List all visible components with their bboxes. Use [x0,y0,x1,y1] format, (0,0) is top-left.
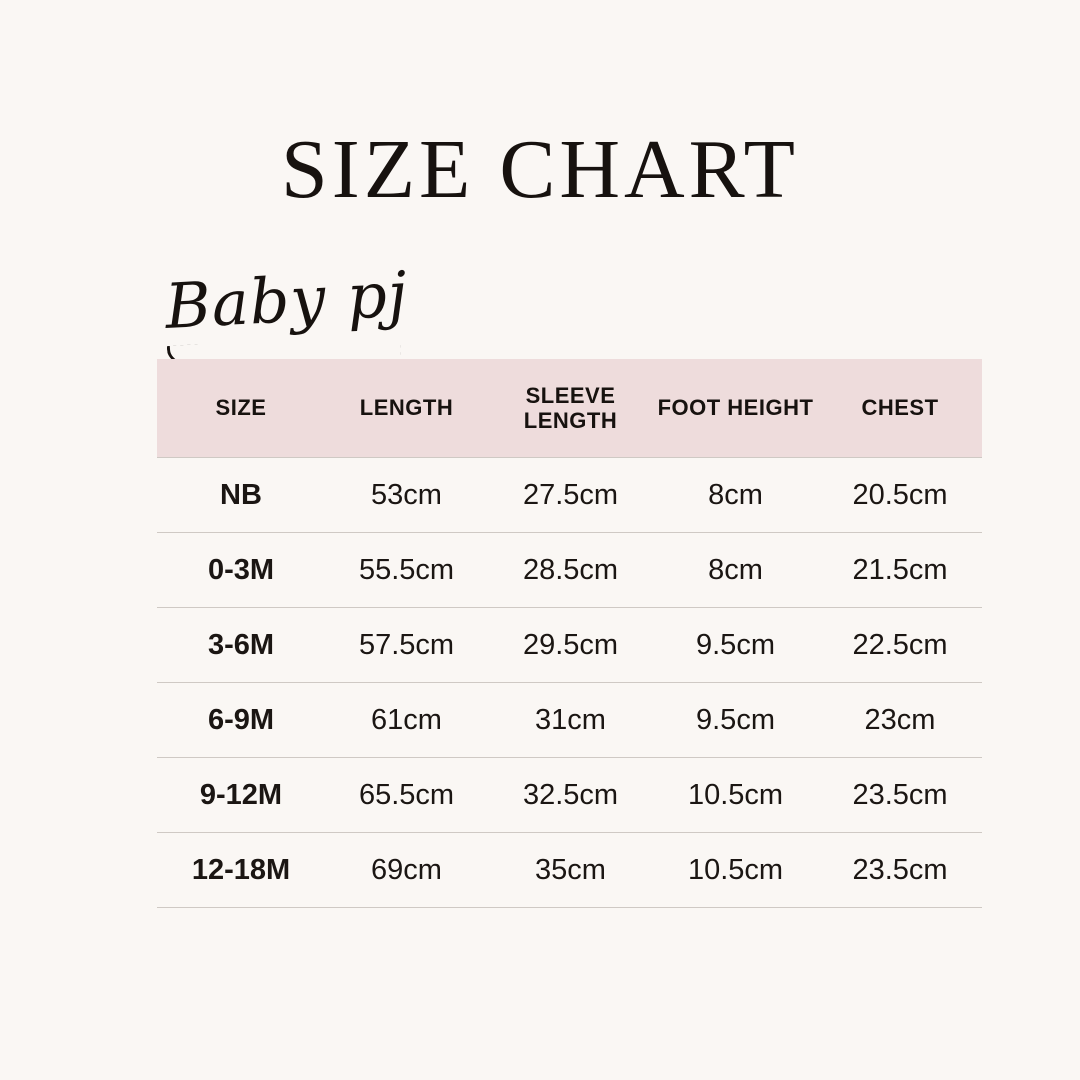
cell-foot-height: 9.5cm [653,683,818,758]
cell-sleeve-length: 31cm [488,683,653,758]
cell-sleeve-length: 28.5cm [488,533,653,608]
cell-size: 3-6M [157,608,325,683]
table-row [157,683,982,758]
column-header-sleeve-length: SLEEVE LENGTH [488,359,653,458]
cell-sleeve-length: 32.5cm [488,758,653,833]
cell-size: 6-9M [157,683,325,758]
cell-chest: 20.5cm [818,458,982,533]
cell-length: 53cm [325,458,488,533]
size-table [157,359,982,908]
cell-chest: 21.5cm [818,533,982,608]
cell-size: 12-18M [157,833,325,908]
cell-chest: 23.5cm [818,758,982,833]
cell-chest: 22.5cm [818,608,982,683]
cell-length: 61cm [325,683,488,758]
table-header-row [157,359,982,458]
column-header-foot-height: FOOT HEIGHT [653,359,818,458]
table-row [157,458,982,533]
cell-size: NB [157,458,325,533]
cell-length: 69cm [325,833,488,908]
table-row [157,758,982,833]
cell-chest: 23cm [818,683,982,758]
cell-sleeve-length: 27.5cm [488,458,653,533]
table-body [157,458,982,908]
cell-length: 55.5cm [325,533,488,608]
table-row [157,533,982,608]
cell-foot-height: 10.5cm [653,833,818,908]
table-row [157,833,982,908]
column-header-chest: CHEST [818,359,982,458]
table-header [157,359,982,458]
table-row [157,608,982,683]
product-subtitle: Baby pj [163,257,410,343]
cell-foot-height: 8cm [653,458,818,533]
cell-chest: 23.5cm [818,833,982,908]
cell-sleeve-length: 29.5cm [488,608,653,683]
cell-size: 9-12M [157,758,325,833]
cell-sleeve-length: 35cm [488,833,653,908]
column-header-length: LENGTH [325,359,488,458]
cell-foot-height: 8cm [653,533,818,608]
column-header-size: SIZE [157,359,325,458]
cell-foot-height: 10.5cm [653,758,818,833]
page-title: SIZE CHART [281,123,799,216]
cell-size: 0-3M [157,533,325,608]
cell-length: 57.5cm [325,608,488,683]
cell-length: 65.5cm [325,758,488,833]
cell-foot-height: 9.5cm [653,608,818,683]
size-table-container [157,359,948,908]
